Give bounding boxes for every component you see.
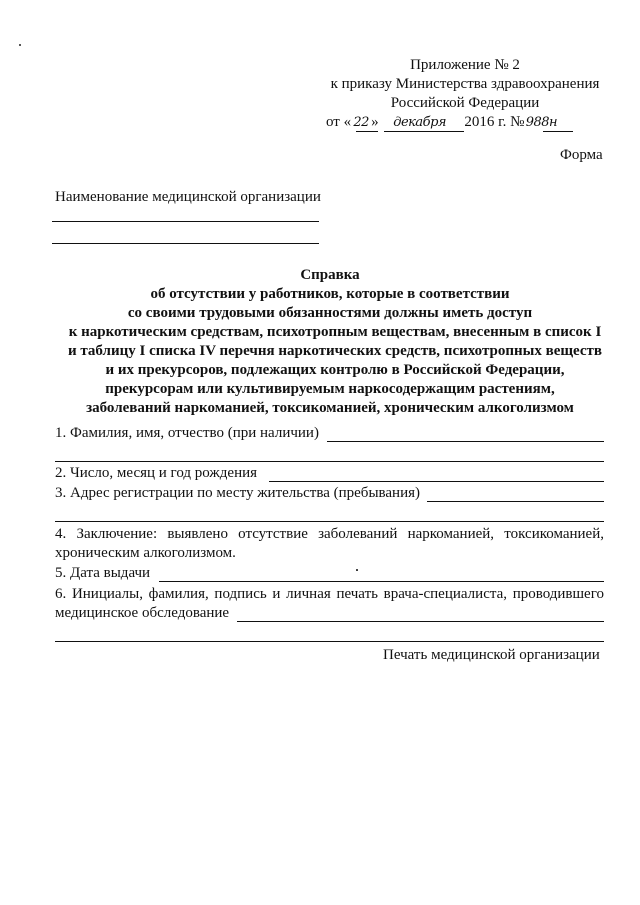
date-quote-close: » (371, 114, 379, 130)
title-line: со своими трудовыми обязанностями должны иметь доступ (127, 305, 533, 321)
field-doctor-line[interactable] (237, 621, 604, 622)
field-full-name-line[interactable] (327, 441, 604, 442)
scan-speck (19, 44, 21, 46)
field-doctor-line-1: 6. Инициалы, фамилия, подпись и личная печать врача-специалиста, проводившего (55, 586, 604, 602)
header-country: Российской Федерации (390, 95, 540, 111)
title-line: и их прекурсоров, подлежащих контролю в Российской Федерации, (105, 362, 565, 378)
document-title: Справка (300, 267, 360, 283)
field-issue-date-line[interactable] (159, 581, 604, 582)
title-line: прекурсорам или культивируемым наркосодержащим растениям, (105, 381, 555, 397)
date-month: декабря (393, 115, 447, 130)
field-address-line-2[interactable] (55, 521, 604, 522)
header-annex-number: Приложение № 2 (410, 57, 520, 73)
title-line: и таблицу I списка IV перечня наркотических средств, психотропных веществ (67, 343, 603, 359)
field-doctor-line-2[interactable] (55, 641, 604, 642)
field-address-label: 3. Адрес регистрации по месту жительства (пребывания) (55, 485, 421, 501)
field-full-name-label: 1. Фамилия, имя, отчество (при наличии) (55, 425, 319, 441)
date-month-underline (384, 131, 464, 132)
date-day: 22 (353, 115, 369, 130)
stamp-label: Печать медицинской организации (383, 647, 600, 663)
date-year: 2016 г. № (464, 114, 525, 130)
header-order-ref: к приказу Министерства здравоохранения (330, 76, 600, 92)
order-number-underline (543, 131, 573, 132)
title-line: заболеваний наркоманией, токсикоманией, хроническим алкоголизмом (86, 400, 574, 416)
title-line: к наркотическим средствам, психотропным веществам, внесенным в список I (68, 324, 602, 340)
org-name-label: Наименование медицинской организации (55, 189, 321, 205)
field-address-line[interactable] (427, 501, 604, 502)
org-name-line-2[interactable] (52, 243, 319, 244)
date-day-underline (356, 131, 378, 132)
field-issue-date-label: 5. Дата выдачи (55, 565, 151, 581)
field-conclusion-line-1: 4. Заключение: выявлено отсутствие заболеваний наркоманией, токсикоманией, (55, 526, 604, 542)
title-line: об отсутствии у работников, которые в соответствии (150, 286, 510, 302)
scan-speck (356, 569, 358, 571)
field-doctor-line-2: медицинское обследование (55, 605, 230, 621)
field-birth-date-label: 2. Число, месяц и год рождения (55, 465, 258, 481)
header-date-line (326, 113, 558, 132)
org-name-line-1[interactable] (52, 221, 319, 222)
field-conclusion-line-2: хроническим алкоголизмом. (55, 545, 236, 561)
order-number: 988н (525, 115, 558, 130)
field-full-name-line-2[interactable] (55, 461, 604, 462)
form-label: Форма (560, 147, 603, 163)
field-birth-date-line[interactable] (269, 481, 604, 482)
date-prefix: от « (326, 114, 352, 130)
